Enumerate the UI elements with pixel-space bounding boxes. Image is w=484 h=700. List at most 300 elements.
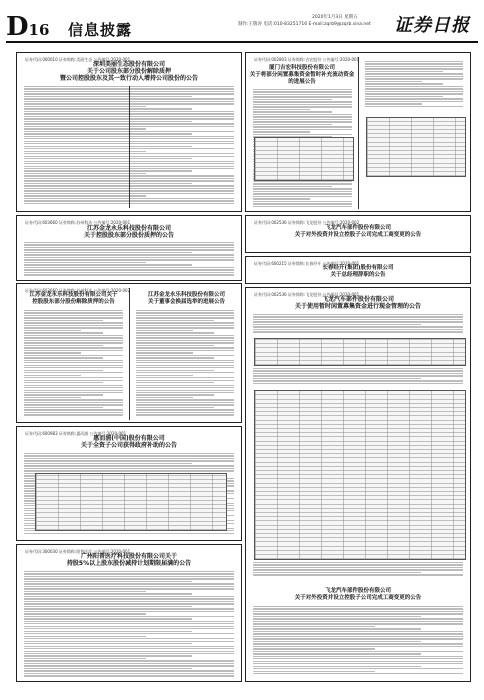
text-line [253, 191, 352, 192]
text-line [24, 404, 123, 405]
notice-body [24, 571, 234, 679]
notice-body [253, 562, 463, 578]
header-rule [6, 41, 478, 43]
text-line [24, 357, 103, 358]
text-line [365, 81, 422, 82]
text-line [24, 375, 81, 376]
text-line [24, 247, 234, 248]
text-line [24, 660, 234, 661]
text-line [136, 347, 234, 348]
text-line [365, 76, 463, 77]
text-line [24, 310, 123, 311]
text-line [136, 367, 234, 368]
text-line [24, 257, 234, 258]
text-line [24, 327, 123, 328]
notice-title: 江苏金龙永乐科技股份有限公司 关于控股股东部分股份质押的公告 [83, 225, 174, 239]
text-line [24, 465, 234, 466]
text-line [24, 633, 234, 634]
text-line [253, 621, 463, 622]
text-line [136, 362, 234, 363]
text-line [24, 397, 81, 398]
text-line [24, 596, 234, 597]
text-line [136, 357, 214, 358]
text-line [253, 321, 463, 322]
text-line [24, 458, 234, 459]
text-line [24, 658, 146, 659]
text-line [24, 623, 234, 624]
text-line [24, 586, 234, 587]
text-line [253, 116, 352, 117]
notice-title: 飞龙汽车部件股份有限公司 关于对外投资并设立控股子公司完成工商变更的公告 [294, 225, 422, 238]
data-table [254, 338, 466, 366]
text-line [136, 320, 214, 321]
text-line [136, 392, 234, 393]
text-line [24, 638, 234, 639]
text-line [253, 316, 463, 317]
text-line [136, 315, 234, 316]
notice-code: 证券代码:603660 证券简称:苏州科达 公告编号:2020-001 [25, 220, 131, 225]
text-line [136, 312, 234, 313]
text-line [24, 390, 123, 391]
text-line [24, 646, 234, 647]
text-line [24, 653, 234, 654]
text-line [253, 124, 332, 125]
text-line [253, 671, 375, 672]
text-line [365, 91, 463, 92]
text-line [253, 378, 421, 379]
notice-block [16, 52, 242, 212]
text-line [24, 325, 123, 326]
text-line [24, 106, 146, 107]
text-line [24, 588, 234, 589]
text-line [24, 315, 123, 316]
text-line [365, 106, 463, 107]
text-line [24, 628, 234, 629]
text-line [24, 578, 234, 579]
text-line [24, 470, 234, 471]
notice-block [16, 215, 242, 281]
text-line [24, 631, 192, 632]
text-line [24, 626, 234, 627]
text-line [24, 455, 234, 456]
text-line [24, 606, 192, 607]
text-line [253, 319, 463, 320]
text-line [253, 101, 352, 102]
text-line [136, 370, 214, 371]
text-line [24, 377, 123, 378]
text-line [365, 68, 463, 69]
text-line [253, 181, 352, 182]
text-line [136, 372, 234, 373]
text-line [136, 342, 234, 343]
text-line [24, 463, 192, 464]
notice-code: 证券代码:000010 证券简称:美丽生态 公告编号:2020-001 [25, 57, 131, 62]
text-line [24, 342, 123, 343]
text-line [253, 111, 332, 112]
text-line [136, 375, 193, 376]
text-line [253, 134, 352, 135]
text-line [253, 373, 463, 374]
text-line [253, 636, 463, 637]
text-line [24, 460, 234, 461]
text-line [136, 352, 193, 353]
text-line [24, 382, 103, 383]
text-line [253, 663, 463, 664]
text-line [253, 96, 352, 97]
text-line [253, 633, 463, 634]
text-line [253, 94, 352, 95]
column-divider [129, 86, 130, 208]
text-line [136, 404, 234, 405]
text-line [253, 89, 352, 90]
notice-title: 长春经开(集团)股份有限公司 关于总经理辞职的公告 [322, 265, 394, 278]
text-line [24, 272, 234, 273]
text-line [253, 383, 463, 384]
text-line [24, 151, 146, 152]
text-line [24, 158, 192, 159]
text-line [365, 73, 463, 74]
text-line [24, 320, 103, 321]
text-line [365, 93, 463, 94]
text-line [253, 314, 463, 315]
text-line [253, 196, 352, 197]
notice-code: 证券代码:600215 证券简称:长春经开 公告编号:2020-001 [254, 261, 360, 266]
text-line [136, 330, 193, 331]
text-line [253, 183, 352, 184]
text-line [253, 626, 375, 627]
text-line [253, 608, 463, 609]
text-line [24, 409, 123, 410]
text-line [136, 350, 234, 351]
notice-block [245, 287, 471, 682]
text-line [24, 96, 192, 97]
text-line [253, 606, 463, 607]
notice-title: 广州阳普医疗科技股份有限公司关于 持股5%以上股东股份减持计划期限届满的公告 [66, 553, 192, 567]
text-line [365, 61, 463, 62]
text-line [24, 668, 192, 669]
text-line [253, 109, 310, 110]
text-line [24, 267, 234, 268]
text-line [24, 402, 123, 403]
notice-title: 江苏金龙永乐科技股份有限公司 关于董事会换届选举的进展公告 [147, 292, 225, 305]
notice-body [24, 242, 234, 278]
text-line [365, 98, 463, 99]
text-line [136, 409, 234, 410]
text-line [24, 380, 123, 381]
date-line: 2020年1月3日 星期五 [312, 15, 358, 20]
text-line [24, 332, 103, 333]
notice-body [253, 314, 463, 336]
data-table [35, 473, 227, 531]
page-letter: D [6, 12, 29, 42]
notice-title: 惠而浦(中国)股份有限公司 关于全资子公司获得政府补助的公告 [80, 435, 177, 449]
notice-title: 江苏金龙永乐科技股份有限公司关于 控股股东部分股份解除质押的公告 [29, 292, 118, 305]
text-line [365, 66, 463, 67]
text-line [253, 324, 421, 325]
text-line [253, 99, 332, 100]
text-line [24, 317, 123, 318]
text-line [253, 331, 463, 332]
page-number: 16 [28, 21, 50, 39]
notice-code: 证券代码:002536 证券简称:飞龙股份 公告编号:2020-001 [254, 292, 360, 297]
text-line [24, 360, 123, 361]
text-line [24, 121, 192, 122]
text-line [253, 616, 421, 617]
text-line [253, 198, 310, 199]
text-line [24, 533, 234, 534]
text-line [24, 146, 192, 147]
text-line [365, 96, 443, 97]
notice-code: 证券代码:600983 证券简称:惠而浦 公告编号:2020-001 [25, 431, 127, 436]
text-line [24, 616, 234, 617]
text-line [136, 365, 234, 366]
text-line [24, 352, 81, 353]
text-line [136, 322, 234, 323]
text-line [24, 673, 234, 674]
data-table [254, 390, 466, 560]
text-line [24, 365, 123, 366]
text-line [253, 643, 463, 644]
text-line [24, 367, 123, 368]
text-line [24, 345, 103, 346]
text-line [136, 337, 234, 338]
text-line [253, 121, 352, 122]
text-line [253, 564, 463, 565]
text-line [24, 663, 234, 664]
masthead-logo: 证券日报 [394, 15, 470, 36]
text-line [253, 572, 421, 573]
text-line [24, 274, 234, 275]
text-line [253, 326, 463, 327]
data-table [254, 137, 354, 181]
column-divider [129, 288, 130, 420]
text-line [136, 387, 234, 388]
text-line [24, 618, 192, 619]
text-line [24, 670, 234, 671]
text-line [24, 355, 123, 356]
text-line [24, 407, 103, 408]
text-line [24, 170, 192, 171]
notice-title: 深圳美丽生态股份有限公司 关于公司股东部分股份解除质押 暨公司控股股东及其一致行动人增持公司股份的公告 [59, 61, 198, 82]
text-line [253, 569, 463, 570]
text-line [136, 332, 214, 333]
section-title: 信息披露 [68, 21, 133, 39]
text-line [24, 254, 234, 255]
text-line [136, 340, 234, 341]
text-line [136, 390, 234, 391]
text-line [365, 88, 463, 89]
text-line [24, 651, 234, 652]
text-line [136, 335, 234, 336]
text-line [24, 340, 123, 341]
text-line [24, 468, 234, 469]
notice-body [365, 61, 463, 109]
column-divider [358, 57, 359, 209]
text-line [24, 611, 234, 612]
text-line [24, 394, 103, 395]
text-line [253, 203, 352, 204]
text-line [24, 195, 146, 196]
text-line [253, 638, 463, 639]
text-line [253, 119, 352, 120]
text-line [24, 242, 234, 243]
notice-block [16, 283, 242, 423]
text-line [253, 106, 352, 107]
text-line [24, 337, 123, 338]
text-line [253, 380, 463, 381]
text-line [24, 183, 192, 184]
text-line [24, 641, 234, 642]
text-line [24, 453, 234, 454]
notice-block [245, 52, 471, 212]
text-line [24, 608, 234, 609]
text-line [24, 392, 123, 393]
notice-code: 证券代码:002803 证券简称:吉宏股份 公告编号:2020-001 [254, 57, 360, 62]
text-line [253, 186, 332, 187]
text-line [24, 648, 234, 649]
text-line [253, 611, 463, 612]
text-line [253, 375, 463, 376]
text-line [24, 385, 123, 386]
text-line [24, 613, 146, 614]
text-line [365, 83, 443, 84]
text-line [136, 377, 234, 378]
text-line [253, 653, 421, 654]
text-line [253, 193, 352, 194]
text-line [253, 646, 463, 647]
text-line [253, 370, 463, 371]
text-line [136, 397, 193, 398]
text-line [24, 593, 192, 594]
data-table [366, 117, 466, 177]
notice-block [16, 426, 242, 541]
text-line [24, 362, 123, 363]
text-line [24, 665, 234, 666]
text-line [24, 259, 234, 260]
notice-body [24, 310, 123, 418]
text-line [253, 129, 352, 130]
text-line [253, 114, 352, 115]
notice-block [16, 544, 242, 682]
text-line [24, 350, 123, 351]
editor-meta: 制作:王敬涛 电话:010-83251716 E-mail:zqrb9@zqrb.sina.net [238, 22, 371, 27]
text-line [136, 402, 234, 403]
text-line [24, 576, 234, 577]
text-line [136, 360, 234, 361]
text-line [253, 641, 421, 642]
text-line [24, 173, 146, 174]
notice-block [245, 215, 471, 253]
text-line [253, 562, 463, 563]
text-line [24, 262, 146, 263]
text-line [24, 581, 192, 582]
text-line [136, 407, 214, 408]
text-line [136, 399, 234, 400]
text-line [24, 269, 234, 270]
text-line [24, 312, 123, 313]
text-line [24, 598, 234, 599]
text-line [24, 322, 123, 323]
text-line [253, 613, 463, 614]
text-line [24, 412, 123, 413]
notice-block [245, 256, 471, 284]
text-line [136, 355, 234, 356]
text-line [24, 335, 123, 336]
text-line [365, 86, 463, 87]
text-line [136, 380, 234, 381]
text-line [24, 372, 123, 373]
text-line [253, 368, 463, 369]
text-line [253, 91, 352, 92]
text-line [24, 249, 234, 250]
text-line [136, 327, 234, 328]
text-line [253, 329, 463, 330]
text-line [253, 668, 463, 669]
text-line [24, 636, 146, 637]
text-line [24, 601, 234, 602]
text-line [253, 567, 463, 568]
text-line [136, 310, 234, 311]
text-line [253, 666, 421, 667]
text-line [253, 648, 375, 649]
notice-body [136, 310, 234, 418]
text-line [24, 643, 192, 644]
notice-code: 证券代码:002536 证券简称:飞龙股份 公告编号:2020-002 [254, 220, 360, 225]
text-line [253, 131, 310, 132]
text-line [24, 108, 192, 109]
text-line [253, 618, 463, 619]
notice-code: 证券代码:300030 证券简称:阳普医疗 公告编号:2020-001 [25, 549, 131, 554]
text-line [24, 128, 146, 129]
page-header [0, 0, 484, 46]
text-line [24, 621, 234, 622]
text-line [253, 188, 352, 189]
text-line [24, 583, 234, 584]
text-line [24, 675, 234, 676]
text-line [24, 252, 192, 253]
text-line [365, 63, 463, 64]
text-line [253, 651, 463, 652]
text-line [24, 244, 234, 245]
text-line [253, 206, 352, 207]
notice-title: 厦门吉宏科技股份有限公司 关于将部分闲置募集资金暂时补充流动资金 的进展公告 [249, 65, 355, 85]
text-line [365, 78, 463, 79]
text-line [136, 385, 234, 386]
notice-body [253, 368, 463, 386]
text-line [136, 412, 234, 413]
notice-code: 证券代码:603660 证券简称:苏州科达 公告编号:2020-002 [25, 288, 131, 293]
text-line [24, 264, 192, 265]
text-line [24, 591, 146, 592]
text-line [253, 623, 463, 624]
text-line [24, 387, 123, 388]
text-line [24, 414, 123, 415]
text-line [253, 658, 463, 659]
text-line [24, 571, 234, 572]
notice-title: 飞龙汽车部件股份有限公司 关于对外投资并设立控股子公司完成工商变更的公告 [294, 588, 422, 601]
text-line [136, 414, 234, 415]
text-line [24, 603, 234, 604]
text-line [253, 126, 352, 127]
text-line [253, 673, 463, 674]
text-line [136, 317, 234, 318]
text-line [253, 661, 463, 662]
text-line [24, 399, 123, 400]
text-line [24, 370, 103, 371]
text-line [136, 345, 214, 346]
notice-title: 飞龙汽车部件股份有限公司 关于使用暂时闲置募集资金进行现金管理的公告 [294, 296, 421, 310]
text-line [365, 71, 443, 72]
